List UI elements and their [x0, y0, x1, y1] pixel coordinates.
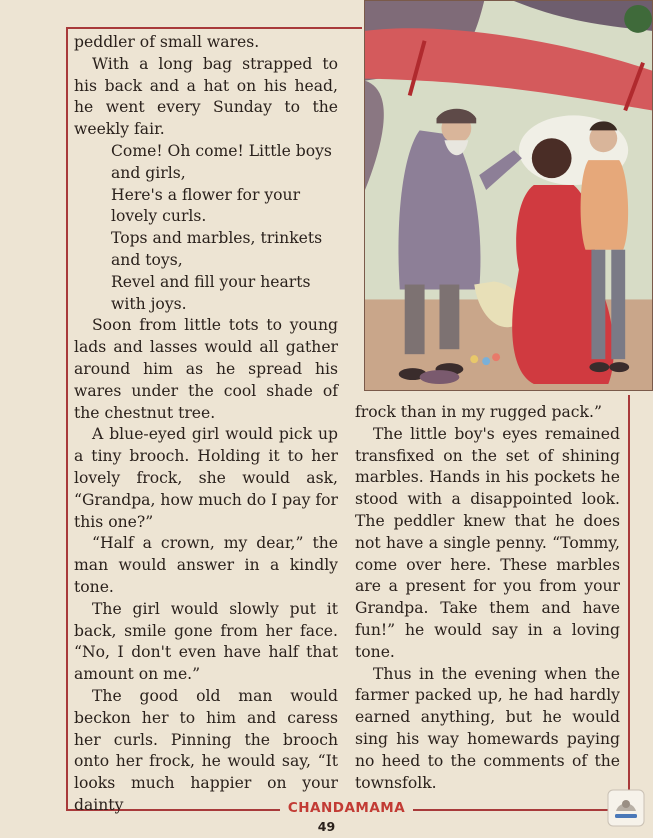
verse [74, 141, 338, 315]
right-column [355, 402, 620, 794]
paragraph: peddler of small wares. [74, 33, 260, 51]
magazine-brand: CHANDAMAMA [287, 800, 406, 816]
verse-line: Tops and marbles, trinkets and toys, [111, 229, 323, 269]
left-column [74, 32, 338, 817]
paragraph: The good old man would beckon her to him and caress her curls. Pinning the brooch onto her frock, he would say, “It looks much happier on your dainty [74, 686, 338, 814]
border-right-line [628, 395, 630, 809]
paragraph: A blue-eyed girl would pick up a tiny brooch. Holding it to her lovely frock, she would ask, “Grandpa, how much do I pay for this one?” [74, 425, 338, 531]
verse-line: Come! Oh come! Little boys and girls, [111, 141, 332, 182]
paragraph: The little boy's eyes remained transfixed on the set of shining marbles. Hands in his pockets he stood with a disappointed look. The peddler knew that he does not have a single penny. “Tommy, come over here. These marbles are a present for you from your Grandpa. Take them and have fun!” he would say in a loving tone. [355, 424, 620, 661]
story-illustration [364, 0, 653, 391]
border-top-line [66, 27, 362, 29]
paragraph: Thus in the evening when the farmer packed up, he had hardly earned anything, but he would sing his way homewards paying no heed to the comments of the townsfolk. [355, 664, 620, 792]
paragraph: frock than in my rugged pack.” [355, 403, 602, 421]
page-number: 49 [317, 819, 336, 834]
border-bottom-line-right [413, 809, 630, 811]
paragraph: “Half a crown, my dear,” the man would answer in a kindly tone. [74, 534, 338, 596]
publisher-seal-icon [607, 789, 645, 827]
border-left-line [66, 27, 68, 809]
verse-line: Here's a flower for your lovely curls. [111, 185, 301, 226]
paragraph: Soon from little tots to young lads and lasses would all gather around him as he spread his wares under the cool shade of the chestnut tree. [74, 316, 338, 422]
paragraph: The girl would slowly put it back, smile gone from her face. “No, I don't even have half that amount on me.” [74, 599, 338, 684]
verse-line: Revel and fill your hearts with joys. [111, 272, 311, 313]
paragraph: With a long bag strapped to his back and a hat on his head, he went every Sunday to the weekly fair. [74, 54, 338, 139]
